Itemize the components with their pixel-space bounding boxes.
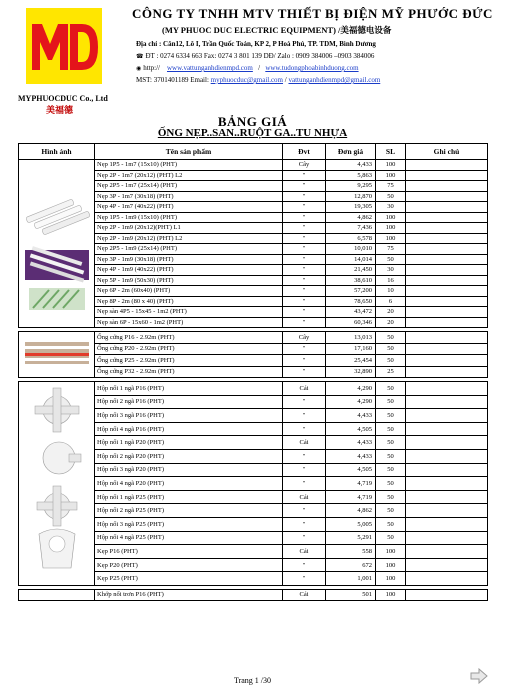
product-name: Nẹp 3P - 1m9 (30x18) (PHT): [95, 254, 283, 265]
product-qty: 100: [376, 558, 406, 572]
product-name: Kẹp P16 (PHT): [95, 545, 283, 559]
product-name: Nẹp 2P5 - 1m9 (25x14) (PHT): [95, 244, 283, 255]
product-name: Ống cứng P20 - 2.92m (PHT): [95, 343, 283, 355]
product-qty: 50: [376, 382, 406, 396]
product-unit: ": [283, 244, 326, 255]
product-qty: 30: [376, 202, 406, 213]
product-unit: ": [283, 212, 326, 223]
company-tax-email: [136, 76, 380, 84]
product-unit: ": [283, 233, 326, 244]
product-qty: 50: [376, 343, 406, 355]
product-name: Hộp nối 2 ngã P16 (PHT): [95, 395, 283, 409]
product-note: [406, 244, 488, 255]
product-price: 4,862: [326, 212, 376, 223]
product-unit: ": [283, 572, 326, 586]
table-row: [19, 590, 488, 601]
product-name: Hộp nối 4 ngã P16 (PHT): [95, 422, 283, 436]
product-name: Nẹp 2P - 1m7 (20x12) (PHT) L2: [95, 170, 283, 181]
product-price: 4,719: [326, 490, 376, 504]
column-header-product: Tên sản phẩm: [95, 144, 283, 160]
company-websites: [136, 64, 359, 72]
product-qty: 50: [376, 477, 406, 491]
product-note: [406, 590, 488, 601]
product-qty: 10: [376, 286, 406, 297]
product-qty: 100: [376, 223, 406, 234]
email-separator: /: [284, 76, 287, 84]
product-name: Hộp nối 1 ngã P20 (PHT): [95, 436, 283, 450]
product-unit: ": [283, 477, 326, 491]
product-unit: ": [283, 265, 326, 276]
tax-email-label: MST: 3701401189 Email:: [136, 76, 209, 84]
product-qty: 100: [376, 233, 406, 244]
product-qty: 50: [376, 449, 406, 463]
product-qty: 75: [376, 244, 406, 255]
product-name: Ống cứng P16 - 2.92m (PHT): [95, 332, 283, 344]
product-name: Hộp nối 2 ngã P25 (PHT): [95, 504, 283, 518]
product-unit: ": [283, 422, 326, 436]
product-unit: ": [283, 307, 326, 318]
product-name: Nẹp 5P - 1m9 (50x30) (PHT): [95, 275, 283, 286]
product-name: Hộp nối 4 ngã P20 (PHT): [95, 477, 283, 491]
product-qty: 50: [376, 463, 406, 477]
product-price: 7,436: [326, 223, 376, 234]
product-note: [406, 490, 488, 504]
product-name: Nẹp 4P - 1m7 (40x22) (PHT): [95, 202, 283, 213]
product-note: [406, 343, 488, 355]
product-note: [406, 191, 488, 202]
product-price: 5,005: [326, 517, 376, 531]
product-note: [406, 449, 488, 463]
product-qty: 30: [376, 265, 406, 276]
product-qty: 50: [376, 395, 406, 409]
product-price: 1,001: [326, 572, 376, 586]
product-qty: 50: [376, 517, 406, 531]
product-unit: ": [283, 395, 326, 409]
phone-text: ĐT : 0274 6334 663 Fax: 0274 3 801 139 DĐ/ Zalo : 0909 384006 –0903 384006: [145, 52, 375, 60]
product-price: 25,454: [326, 355, 376, 367]
product-price: 4,862: [326, 504, 376, 518]
page-subtitle: ỐNG NẸP..SAN..RUỘT GA..TU NHỰA: [157, 127, 348, 139]
product-name: Hộp nối 1 ngã P25 (PHT): [95, 490, 283, 504]
product-qty: 20: [376, 307, 406, 318]
product-qty: 50: [376, 191, 406, 202]
product-qty: 16: [376, 275, 406, 286]
product-qty: 6: [376, 296, 406, 307]
product-price: 60,346: [326, 317, 376, 328]
product-qty: 50: [376, 531, 406, 545]
product-name: Nẹp 1P5 - 1m9 (15x10) (PHT): [95, 212, 283, 223]
product-name: Nẹp 2P - 1m9 (20x12)(PHT) L1: [95, 223, 283, 234]
product-name: Nẹp sàn 4P5 - 15x45 - 1m2 (PHT): [95, 307, 283, 318]
table-row: [19, 382, 488, 396]
product-name: Hộp nối 1 ngã P16 (PHT): [95, 382, 283, 396]
product-name: Ống cứng P32 - 2.92m (PHT): [95, 366, 283, 378]
product-qty: 50: [376, 409, 406, 423]
company-name: CÔNG TY TNHH MTV THIẾT BỊ ĐIỆN MỸ PHƯỚC ĐỨC: [132, 6, 493, 21]
product-unit: ": [283, 296, 326, 307]
product-note: [406, 202, 488, 213]
product-unit: ": [283, 409, 326, 423]
phone-icon: ☎: [136, 54, 144, 60]
product-image-ong-image: [19, 332, 95, 378]
product-unit: Cái: [283, 590, 326, 601]
product-price: 78,650: [326, 296, 376, 307]
product-unit: ": [283, 558, 326, 572]
product-price: 9,295: [326, 181, 376, 192]
product-qty: 50: [376, 504, 406, 518]
product-note: [406, 395, 488, 409]
page-title: BẢNG GIÁ: [217, 114, 288, 129]
product-price: 4,433: [326, 449, 376, 463]
product-price: 4,505: [326, 463, 376, 477]
column-header-image: Hình ảnh: [19, 144, 95, 160]
product-qty: 50: [376, 254, 406, 265]
web-separator: /: [258, 64, 261, 72]
web-icon: ◉: [136, 66, 142, 72]
column-header-unit: Đvt: [283, 144, 326, 160]
product-image-nep-image: [19, 160, 95, 328]
product-note: [406, 254, 488, 265]
product-note: [406, 545, 488, 559]
product-note: [406, 265, 488, 276]
product-qty: 50: [376, 422, 406, 436]
product-name: Ống cứng P25 - 2.92m (PHT): [95, 355, 283, 367]
product-note: [406, 296, 488, 307]
product-note: [406, 160, 488, 171]
product-name: Nẹp 1P5 - 1m7 (15x10) (PHT): [95, 160, 283, 171]
web-prefix: http://: [143, 64, 160, 72]
product-note: [406, 436, 488, 450]
company-phone: [136, 52, 374, 60]
product-price: 14,014: [326, 254, 376, 265]
table-row: [19, 160, 488, 171]
next-page-arrow-icon[interactable]: [470, 668, 488, 684]
company-header: [0, 0, 505, 115]
product-name: Hộp nối 3 ngã P20 (PHT): [95, 463, 283, 477]
product-note: [406, 170, 488, 181]
product-name: Hộp nối 3 ngã P25 (PHT): [95, 517, 283, 531]
product-price: 38,610: [326, 275, 376, 286]
product-price: 21,450: [326, 265, 376, 276]
product-price: 13,013: [326, 332, 376, 344]
product-name: Hộp nối 3 ngã P16 (PHT): [95, 409, 283, 423]
product-unit: Cái: [283, 436, 326, 450]
product-qty: 100: [376, 160, 406, 171]
product-note: [406, 422, 488, 436]
product-price: 4,290: [326, 395, 376, 409]
product-price: 4,433: [326, 436, 376, 450]
product-note: [406, 223, 488, 234]
product-note: [406, 286, 488, 297]
product-unit: ": [283, 170, 326, 181]
website-link-2[interactable]: www.tudongphoabinhduong.com: [265, 64, 359, 72]
product-price: 17,160: [326, 343, 376, 355]
product-note: [406, 317, 488, 328]
product-qty: 50: [376, 436, 406, 450]
product-unit: ": [283, 317, 326, 328]
product-image-hop-image: [19, 382, 95, 586]
product-price: 57,200: [326, 286, 376, 297]
product-name: Nẹp 2P - 1m9 (20x12) (PHT) L2: [95, 233, 283, 244]
product-note: [406, 332, 488, 344]
product-note: [406, 366, 488, 378]
product-name: Kẹp P25 (PHT): [95, 572, 283, 586]
product-price: 12,870: [326, 191, 376, 202]
product-note: [406, 558, 488, 572]
product-note: [406, 504, 488, 518]
product-price: 4,719: [326, 477, 376, 491]
product-name: Nẹp 3P - 1m7 (30x18) (PHT): [95, 191, 283, 202]
company-english-name: (MY PHUOC DUC ELECTRIC EQUIPMENT) /美福德电设备: [162, 25, 392, 35]
product-unit: ": [283, 254, 326, 265]
product-qty: 100: [376, 212, 406, 223]
product-qty: 20: [376, 317, 406, 328]
product-image-empty: [19, 590, 95, 601]
product-name: Nẹp 6P - 2m (60x40) (PHT): [95, 286, 283, 297]
product-price: 32,890: [326, 366, 376, 378]
product-price: 4,290: [326, 382, 376, 396]
product-unit: ": [283, 531, 326, 545]
column-header-qty: SL: [376, 144, 406, 160]
product-name: Nẹp 8P - 2m (80 x 40) (PHT): [95, 296, 283, 307]
product-unit: ": [283, 223, 326, 234]
product-unit: Cây: [283, 160, 326, 171]
product-name: Nẹp 2P5 - 1m7 (25x14) (PHT): [95, 181, 283, 192]
product-unit: ": [283, 449, 326, 463]
product-qty: 100: [376, 170, 406, 181]
product-note: [406, 307, 488, 318]
product-price: 5,291: [326, 531, 376, 545]
company-logo: [26, 8, 102, 84]
product-name: Hộp nối 2 ngã P20 (PHT): [95, 449, 283, 463]
product-qty: 25: [376, 366, 406, 378]
product-unit: ": [283, 181, 326, 192]
product-note: [406, 572, 488, 586]
page-number: Trang 1 /30: [233, 676, 272, 685]
product-note: [406, 233, 488, 244]
column-header-price: Đơn giá: [326, 144, 376, 160]
company-address: Địa chỉ : Căn12, Lô I, Trần Quốc Toản, KP 2, P Hoà Phú, TP. TDM, Bình Dương: [136, 40, 376, 48]
email-link-1[interactable]: myphuocduc@gmail.com: [210, 76, 284, 84]
product-qty: 75: [376, 181, 406, 192]
product-note: [406, 409, 488, 423]
product-name: Kẹp P20 (PHT): [95, 558, 283, 572]
table-row: [19, 332, 488, 344]
email-link-2[interactable]: vattunganhdienmpd@gmail.com: [288, 76, 381, 84]
product-price: 4,505: [326, 422, 376, 436]
product-unit: Cái: [283, 490, 326, 504]
product-unit: ": [283, 286, 326, 297]
price-table: [18, 143, 488, 601]
product-price: 501: [326, 590, 376, 601]
product-price: 43,472: [326, 307, 376, 318]
product-price: 4,433: [326, 409, 376, 423]
product-unit: ": [283, 202, 326, 213]
product-unit: ": [283, 517, 326, 531]
product-note: [406, 181, 488, 192]
product-unit: Cái: [283, 382, 326, 396]
product-qty: 100: [376, 590, 406, 601]
product-qty: 50: [376, 332, 406, 344]
md-logo-icon: [26, 8, 102, 84]
product-price: 10,010: [326, 244, 376, 255]
product-unit: ": [283, 191, 326, 202]
product-qty: 100: [376, 572, 406, 586]
table-header-row: [19, 144, 488, 160]
product-note: [406, 382, 488, 396]
product-price: 558: [326, 545, 376, 559]
product-name: Hộp nối 4 ngã P25 (PHT): [95, 531, 283, 545]
product-note: [406, 477, 488, 491]
logo-company-name: MYPHUOCDUC Co., Ltd: [18, 94, 108, 103]
product-name: Khớp nối trơn P16 (PHT): [95, 590, 283, 601]
product-note: [406, 517, 488, 531]
table-body: [19, 160, 488, 601]
product-qty: 100: [376, 545, 406, 559]
column-header-note: Ghi chú: [406, 144, 488, 160]
product-note: [406, 275, 488, 286]
product-name: Nẹp sàn 6P - 15x60 - 1m2 (PHT): [95, 317, 283, 328]
logo-chinese-name: 美福德: [46, 105, 74, 115]
product-price: 6,578: [326, 233, 376, 244]
product-unit: ": [283, 366, 326, 378]
product-unit: Cây: [283, 332, 326, 344]
product-unit: ": [283, 504, 326, 518]
product-note: [406, 531, 488, 545]
product-price: 672: [326, 558, 376, 572]
product-price: 4,433: [326, 160, 376, 171]
product-qty: 50: [376, 355, 406, 367]
product-note: [406, 355, 488, 367]
product-price: 5,863: [326, 170, 376, 181]
product-unit: ": [283, 463, 326, 477]
product-unit: ": [283, 275, 326, 286]
product-unit: Cái: [283, 545, 326, 559]
website-link-1[interactable]: www.vattunganhdienmpd.com: [166, 64, 253, 72]
product-note: [406, 463, 488, 477]
product-unit: ": [283, 355, 326, 367]
product-name: Nẹp 4P - 1m9 (40x22) (PHT): [95, 265, 283, 276]
product-qty: 50: [376, 490, 406, 504]
product-note: [406, 212, 488, 223]
product-unit: ": [283, 343, 326, 355]
product-price: 19,305: [326, 202, 376, 213]
